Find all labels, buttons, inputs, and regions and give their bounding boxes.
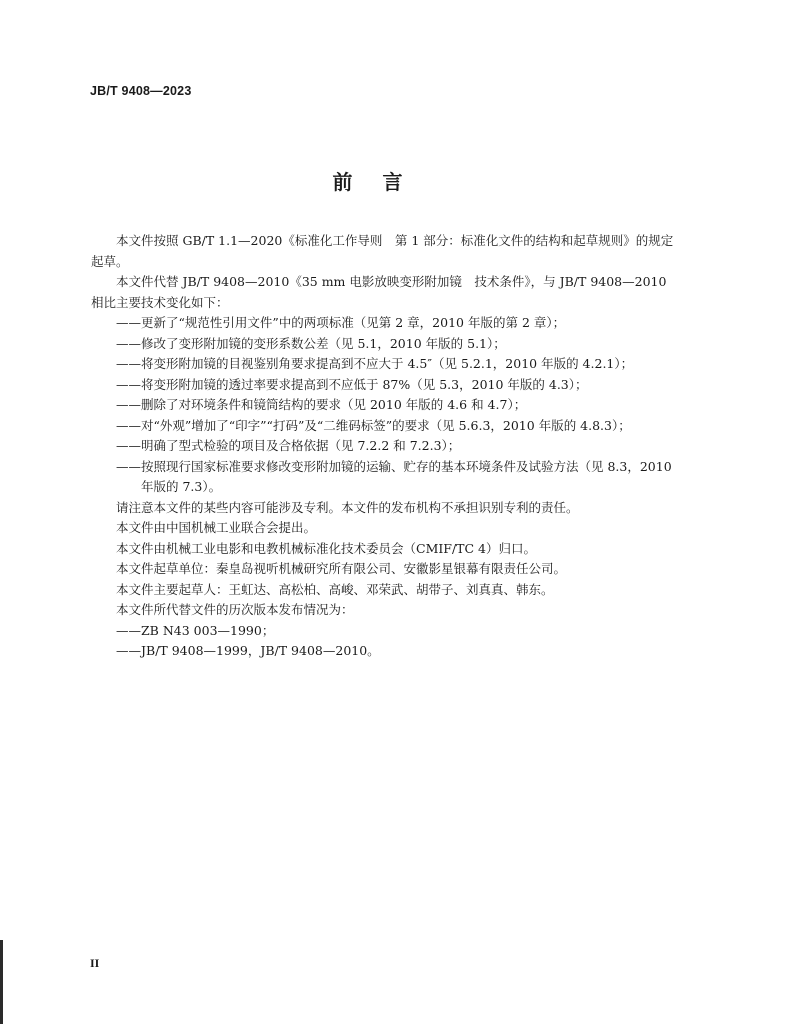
page-edge-rule	[0, 940, 3, 1024]
managed-by: 本文件由机械工业电影和电教机械标准化技术委员会（CMIF/TC 4）归口。	[116, 540, 537, 556]
patent-note: 请注意本文件的某些内容可能涉及专利。本文件的发布机构不承担识别专利的责任。	[116, 499, 579, 515]
change-item: ——将变形附加镜的透过率要求提高到不应低于 87%（见 5.3，2010 年版的 4.3）；	[116, 376, 588, 392]
history-item: ——JB/T 9408—1999，JB/T 9408—2010。	[116, 643, 380, 658]
change-item: ——删除了对环境条件和镜筒结构的要求（见 2010 年版的 4.6 和 4.7）；	[116, 397, 527, 412]
page-title: 前言	[332, 170, 433, 194]
standard-code: JB/T 9408—2023	[90, 84, 192, 98]
foreword-body	[91, 231, 677, 662]
change-item: ——将变形附加镜的目视鉴别角要求提高到不应大于 4.5″（见 5.2.1，2010 年版的 4.2.1）；	[116, 356, 634, 371]
change-item: ——修改了变形附加镜的变形系数公差（见 5.1，2010 年版的 5.1）；	[116, 335, 506, 351]
change-item: ——更新了“规范性引用文件”中的两项标准（见第 2 章，2010 年版的第 2 章）；	[116, 315, 566, 330]
change-item: ——按照现行国家标准要求修改变形附加镜的运输、贮存的基本环境条件及试验方法（见 8.3，2010 年版的 7.3）。	[116, 458, 672, 494]
page-number: II	[90, 956, 100, 970]
drafting-units: 本文件起草单位：秦皇岛视听机械研究所有限公司、安徽影星银幕有限责任公司。	[116, 561, 567, 576]
proposed-by: 本文件由中国机械工业联合会提出。	[116, 520, 317, 535]
history-item: ——ZB N43 003—1990；	[116, 622, 275, 638]
change-item: ——明确了型式检验的项目及合格依据（见 7.2.2 和 7.2.3）；	[116, 438, 461, 453]
supersede-paragraph: 本文件代替 JB/T 9408—2010《35 mm 电影放映变形附加镜 技术条件》，与 JB/T 9408—2010 相比主要技术变化如下：	[91, 274, 667, 310]
intro-paragraph: 本文件按照 GB/T 1.1—2020《标准化工作导则 第 1 部分：标准化文件的结构和起草规则》的规定起草。	[91, 233, 674, 269]
history-intro: 本文件所代替文件的历次版本发布情况为：	[116, 602, 354, 617]
change-item: ——对“外观”增加了“印字”“打码”及“二维码标签”的要求（见 5.6.3，2010 年版的 4.8.3）；	[116, 417, 631, 433]
drafters: 本文件主要起草人：王虹达、高松柏、高峻、邓荣武、胡带子、刘真真、韩东。	[116, 581, 554, 597]
